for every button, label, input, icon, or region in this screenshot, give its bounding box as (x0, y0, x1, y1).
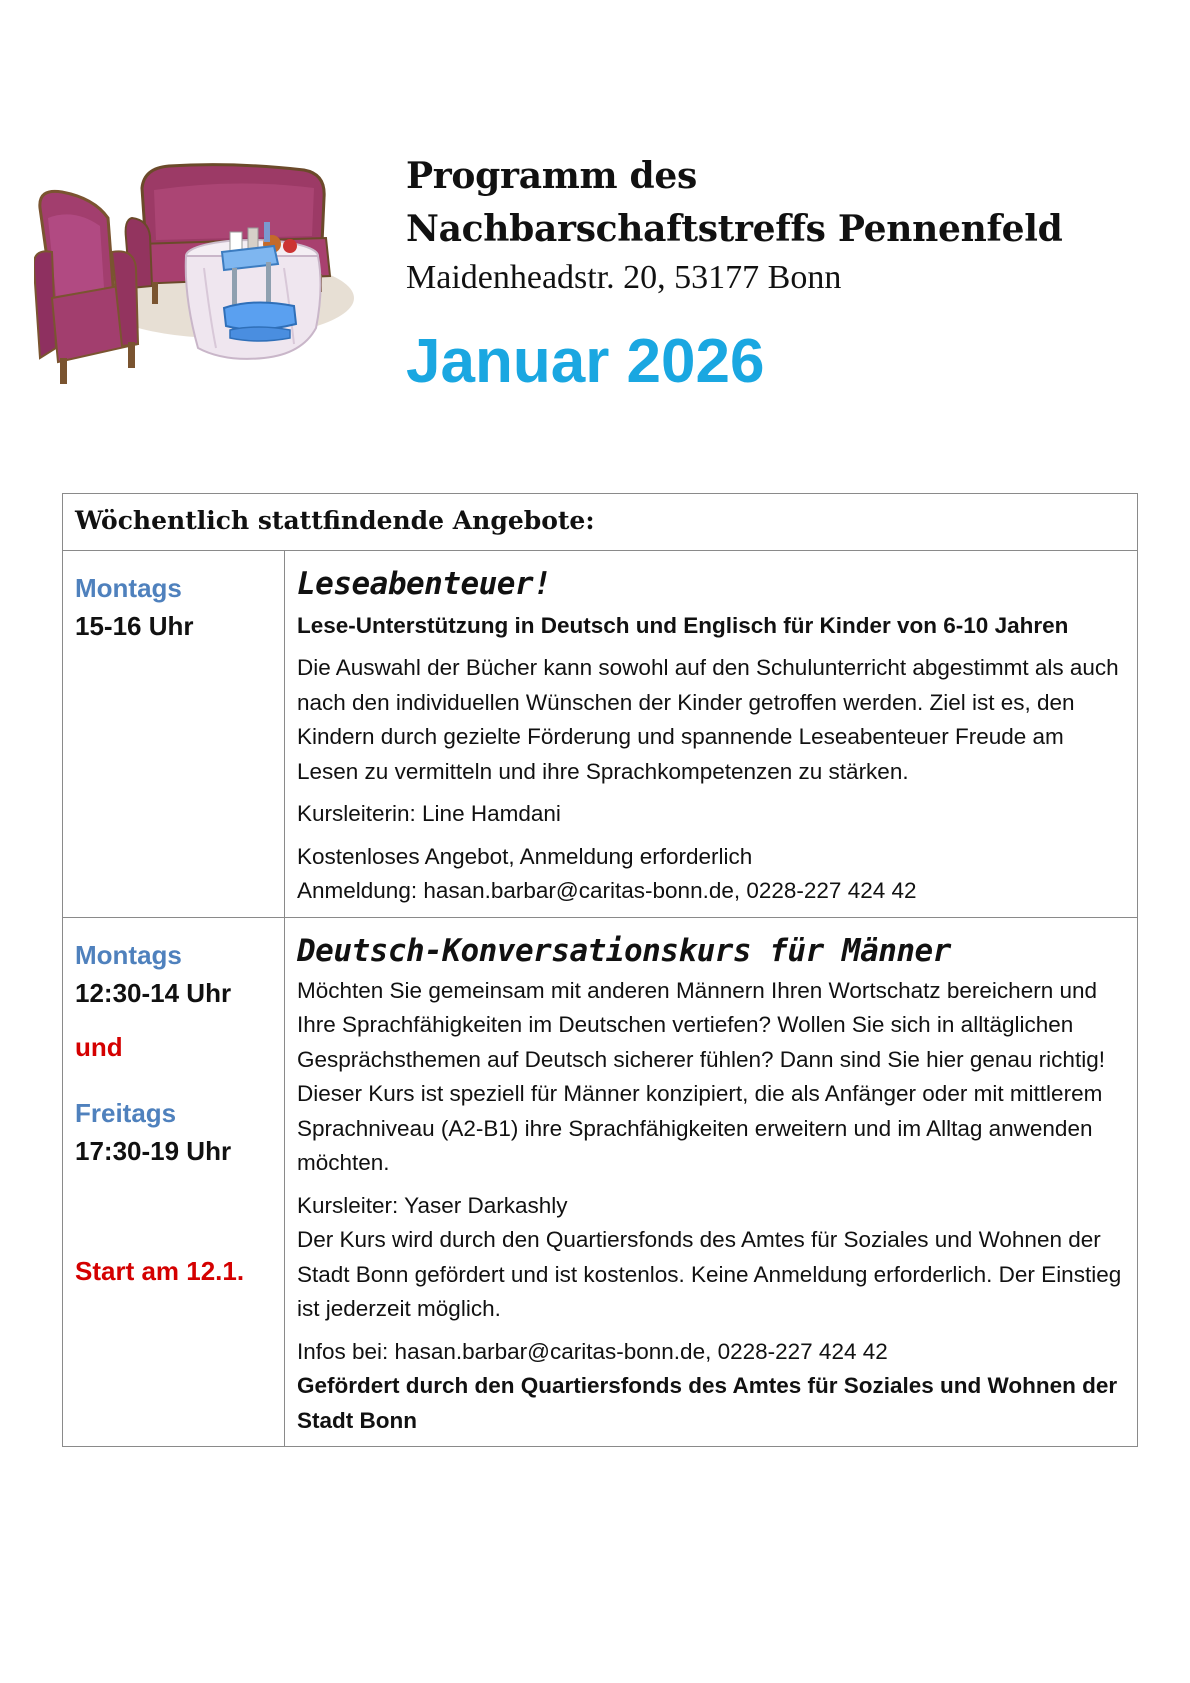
start-date: Start am 12.1. (75, 1255, 245, 1286)
course-details-cell (285, 551, 1138, 918)
course-day: Montags (75, 573, 182, 603)
course-registration: Anmeldung: hasan.barbar@caritas-bonn.de, 0228-227 424 42 (297, 878, 917, 903)
schedule-cell (63, 917, 285, 1447)
course-leader: Kursleiter: Yaser Darkashly (297, 1192, 568, 1218)
page-title-line-2: Nachbarschaftstreffs Pennenfeld (406, 208, 1063, 250)
page-title-line-1: Programm des (406, 155, 697, 197)
section-heading: Wöchentlich stattfindende Angebote: (63, 494, 1138, 551)
course-row-leseabenteuer (63, 551, 1138, 918)
funding-note: Gefördert durch den Quartiersfonds des Amtes für Soziales und Wohnen der Stadt Bonn (297, 1373, 1118, 1433)
course-info: Infos bei: hasan.barbar@caritas-bonn.de, 0228-227 424 42 (297, 1338, 888, 1364)
course-time: 15-16 Uhr (75, 611, 194, 641)
schedule-cell (63, 551, 285, 918)
address: Maidenheadstr. 20, 53177 Bonn (406, 259, 842, 296)
course-day: Montags (75, 939, 182, 970)
course-row-konversationskurs (63, 917, 1138, 1447)
course-subtitle: Lese-Unterstützung in Deutsch und Englisch für Kinder von 6-10 Jahren (297, 613, 1069, 638)
course-description: Die Auswahl der Bücher kann sowohl auf den Schulunterricht abgestimmt als auch nach den individuellen Wünschen der Kinder getroffen werden. Ziel ist es, den Kindern durch gezielte Förderung und spannende Leseabenteuer Freude am Lesen zu vermitteln und ihre Sprachkompetenzen zu stärken. (297, 655, 1119, 784)
course-cost: Kostenloses Angebot, Anmeldung erforderlich (297, 843, 753, 869)
weekly-program-table (62, 493, 1138, 1447)
course-title: Leseabenteuer! (297, 566, 552, 602)
armchairs-sofa-table-icon (34, 148, 370, 406)
table-header-row (63, 494, 1138, 551)
course-intro: Möchten Sie gemeinsam mit anderen Männern Ihren Wortschatz bereichern und Ihre Sprachfähigkeiten im Deutschen vertiefen? Wollen Sie sich in alltäglichen Gesprächsthemen auf Deutsch sicherer fühlen? Dann sind Sie hier genau richtig! (297, 977, 1105, 1072)
course-leader: Kursleiterin: Line Hamdani (297, 801, 561, 826)
course-time: 17:30-19 Uhr (75, 1135, 232, 1166)
month-heading: Januar 2026 (406, 327, 765, 396)
course-day: Freitags (75, 1097, 177, 1128)
course-time: 12:30-14 Uhr (75, 977, 232, 1008)
course-title: Deutsch-Konversationskurs für Männer (297, 932, 951, 969)
course-details-cell (285, 917, 1138, 1447)
course-target: Dieser Kurs ist speziell für Männer konzipiert, die als Anfänger oder mit mittlerem Sprachniveau (A2-B1) ihre Sprachfähigkeiten erweitern und im Alltag anwenden möchten. (297, 1081, 1103, 1175)
and-label: und (75, 1031, 123, 1062)
page-header (406, 150, 1166, 402)
course-funding-text: Der Kurs wird durch den Quartiersfonds des Amtes für Soziales und Wohnen der Stadt Bonn gefördert und ist kostenlos. Keine Anmeldung erforderlich. Der Einstieg ist jederzeit möglich. (297, 1227, 1122, 1321)
